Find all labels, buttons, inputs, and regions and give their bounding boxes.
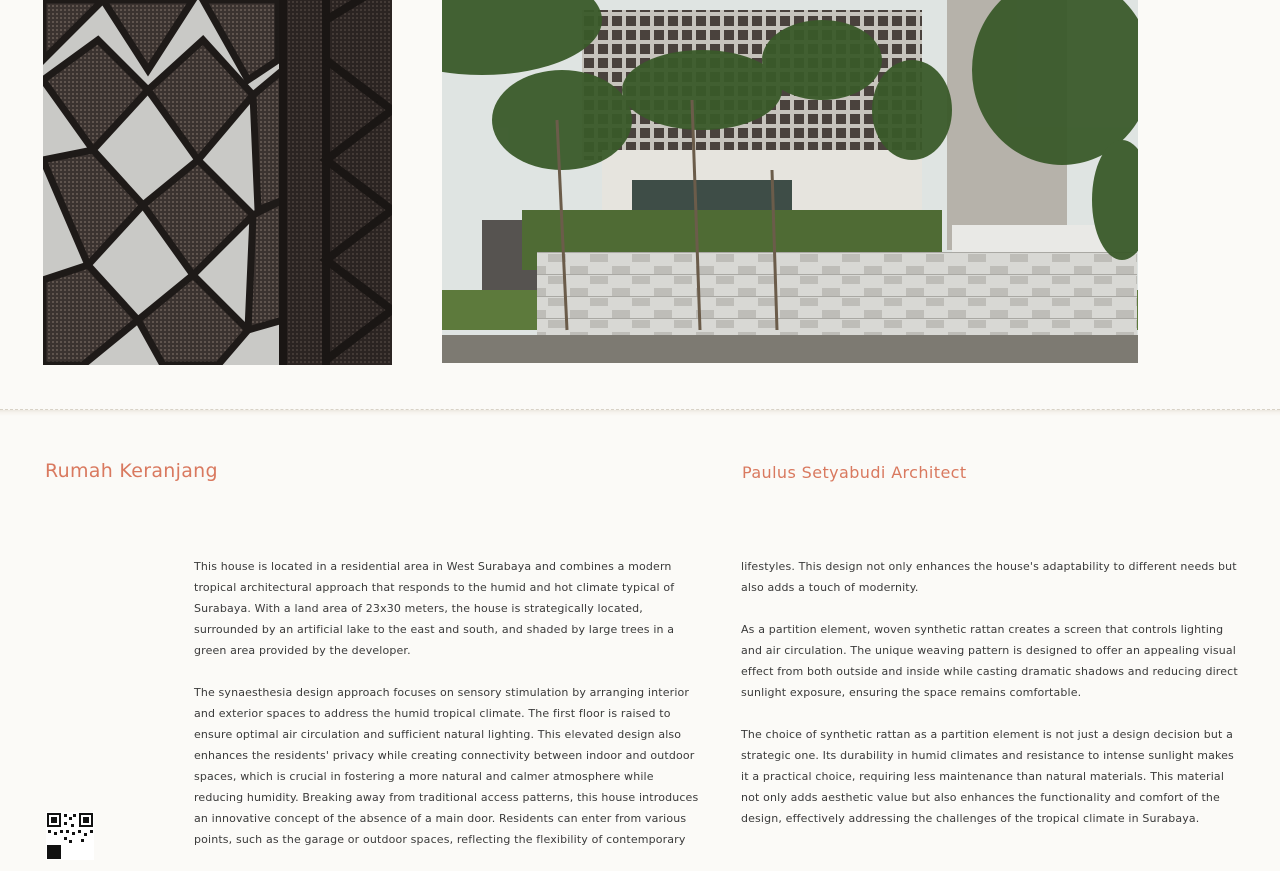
architect-name: Paulus Setyabudi Architect — [742, 463, 967, 482]
body-paragraph: The choice of synthetic rattan as a partition element is not just a design decision but a strategic one. Its durability in humid climates and resistance to intense sunlight makes it a practical choice, requiring less maintenance than natural materials. This material not only adds aesthetic value but also enhances the functionality and comfort of the design, effectively addressing the challenges of the tropical climate in Surabaya. — [741, 728, 1234, 825]
qr-code-icon[interactable] — [46, 812, 94, 860]
body-paragraph: As a partition element, woven synthetic rattan creates a screen that controls lighting and air circulation. The unique weaving pattern is designed to offer an appealing visual effect from both outside and inside while casting dramatic shadows and reducing direct sunlight exposure, ensuring the space remains comfortable. — [741, 623, 1238, 699]
perforated-metal-screen-photo — [43, 0, 392, 365]
body-column-left — [194, 556, 699, 871]
body-paragraph: This house is located in a residential area in West Surabaya and combines a modern tropical architectural approach that responds to the humid and hot climate typical of Surabaya. With a land area of 23x30 meters, the house is strategically located, surrounded by an artificial lake to the east and south, and shaded by large trees in a green area provided by the developer. — [194, 560, 675, 657]
body-paragraph: lifestyles. This design not only enhances the house's adaptability to different needs but also adds a touch of modernity. — [741, 560, 1237, 594]
body-column-right — [741, 556, 1241, 850]
house-exterior-photo — [442, 0, 1138, 363]
project-title: Rumah Keranjang — [45, 460, 218, 482]
fold-line — [0, 409, 1280, 416]
body-paragraph: The synaesthesia design approach focuses on sensory stimulation by arranging interior and exterior spaces to address the humid tropical climate. The first floor is raised to ensure optimal air circulation and sufficient natural lighting. This elevated design also enhances the residents' privacy while creating connectivity between indoor and outdoor spaces, which is crucial in fostering a more natural and calmer atmosphere while reducing humidity. Breaking away from traditional access patterns, this house introduces an innovative concept of the absence of a main door. Residents can enter from various points, such as the garage or outdoor spaces, reflecting the flexibility of contemporary — [194, 686, 699, 846]
